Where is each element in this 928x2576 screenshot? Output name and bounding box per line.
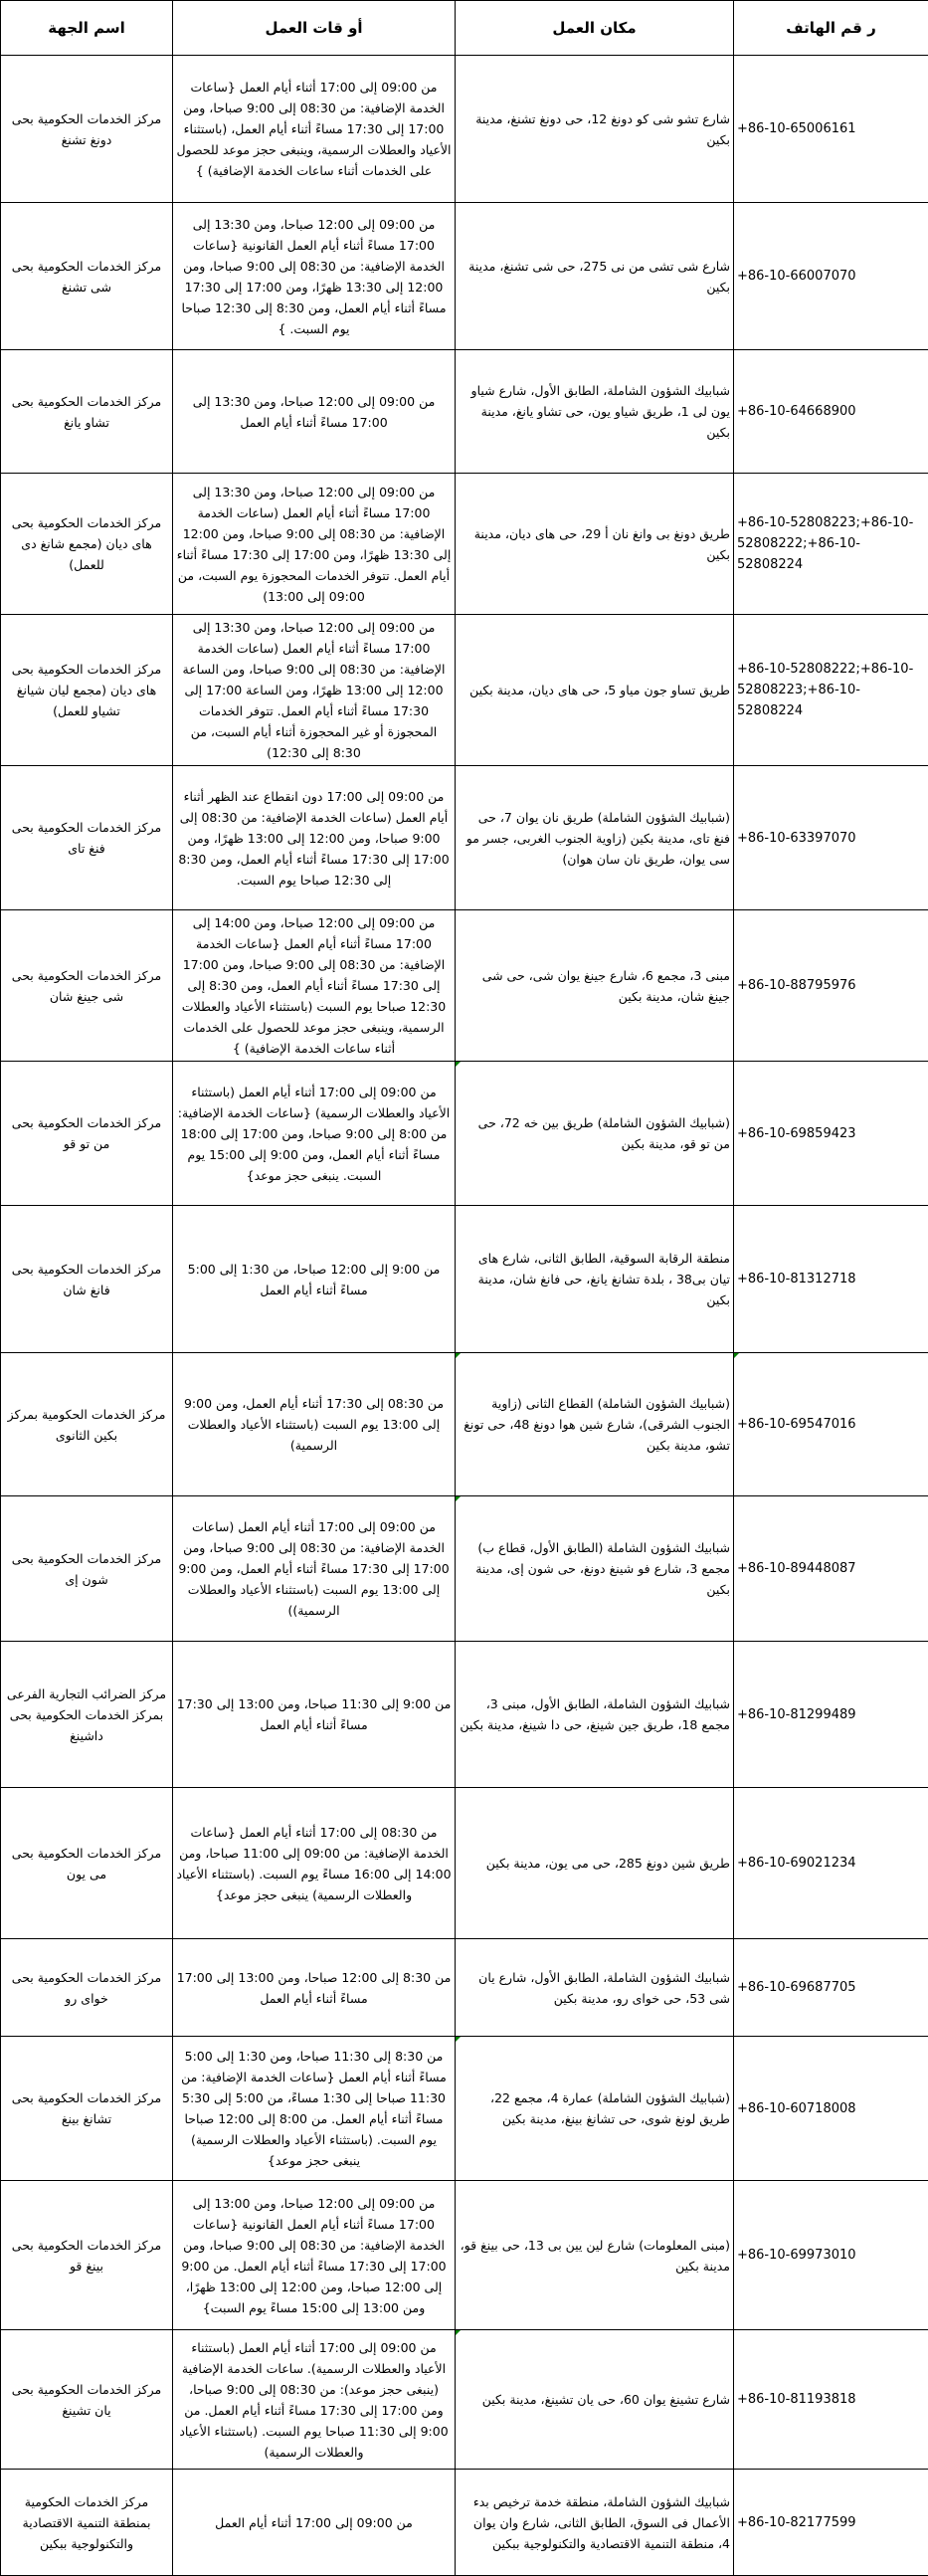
hours-value: من 09:00 إلى 12:00 صباحا، ومن 13:00 إلى 17:00 مساءً أثناء أيام العمل القانونية {ساعات الخدمة الإضافية: من 08:30 إلى 9:00 صباحا، ومن 17:00 إلى 17:30 مساءً أثناء أيام العمل. من 9:00 إلى 12:00 صباحا، ومن 12:00 إلى 13:00 ظهرًا، ومن 13:00 إلى 15:00 مساءً يوم السبت} <box>181 2196 446 2315</box>
phone-value: +86-10-66007070 <box>737 269 856 284</box>
hours-value: من 08:30 إلى 17:00 أثناء أيام العمل {ساعات الخدمة الإضافية: من 09:00 إلى 11:00 صباحا، ومن 14:00 إلى 16:00 مساءً يوم السبت. (باستثناء الأعياد والعطلات الرسمية) ينبغى حجز موعد} <box>176 1825 451 1902</box>
name-value: مركز الخدمات الحكومية بحى تشانغ بينغ <box>12 2090 161 2126</box>
phone-cell <box>734 1496 928 1642</box>
hours-cell <box>173 1939 456 2037</box>
name-cell <box>1 1206 173 1353</box>
phone-cell <box>734 615 928 766</box>
name-cell <box>1 2181 173 2330</box>
phone-value: +86-10-82177599 <box>737 2515 856 2530</box>
table-row <box>1 910 928 1062</box>
table-row <box>1 474 928 615</box>
location-value: طريق شين دونغ 285، حى مى يون، مدينة بكين <box>486 1856 730 1871</box>
location-cell <box>456 1062 734 1206</box>
location-value: شبابيك الشؤون الشاملة، الطابق الأول، مبنى 3، مجمع 18، طريق جين شينغ، حى دا شينغ، مدينة بكين <box>460 1696 730 1732</box>
location-cell <box>456 1788 734 1939</box>
hours-cell <box>173 1788 456 1939</box>
phone-value: +86-10-69021234 <box>737 1856 856 1871</box>
hours-value: من 09:00 إلى 12:00 صباحا، ومن 13:30 إلى 17:00 مساءً أثناء أيام العمل <box>193 394 436 430</box>
phone-cell <box>734 2470 928 2576</box>
name-value: مركز الخدمات الحكومية بحى شى جينغ شان <box>12 968 161 1004</box>
phone-value: +86-10-52808222;+86-10-52808223;+86-10-52808224 <box>737 662 913 718</box>
table-header <box>1 1 928 56</box>
phone-cell <box>734 1939 928 2037</box>
phone-cell <box>734 1062 928 1206</box>
table-row <box>1 766 928 910</box>
phone-cell <box>734 474 928 615</box>
location-value: منطقة الرقابة السوقية، الطابق الثانى، شارع هاى تيان بى38 ، بلدة تشانغ يانغ، حى فانغ شان، مدينة بكين <box>478 1251 730 1307</box>
name-value: مركز الخدمات الحكومية بحى فنغ تاى <box>12 820 161 856</box>
phone-cell <box>734 1642 928 1788</box>
location-cell <box>456 2037 734 2181</box>
name-cell <box>1 1939 173 2037</box>
phone-cell <box>734 2181 928 2330</box>
phone-value: +86-10-81193818 <box>737 2392 856 2407</box>
table-row <box>1 1642 928 1788</box>
hours-value: من 09:00 إلى 17:00 أثناء أيام العمل <box>215 2515 413 2530</box>
hours-cell <box>173 910 456 1062</box>
hours-cell <box>173 2330 456 2470</box>
phone-value: +86-10-69973010 <box>737 2248 856 2263</box>
location-value: شبابيك الشؤون الشاملة، الطابق الأول، شارع شياو يون لى 1، طريق شياو يون، حى تشاو يانغ، مدينة بكين <box>471 383 730 440</box>
table-row <box>1 1496 928 1642</box>
name-value: مركز الخدمات الحكومية بحى فانغ شان <box>12 1262 161 1297</box>
hours-cell <box>173 2470 456 2576</box>
location-cell <box>456 615 734 766</box>
phone-cell <box>734 56 928 203</box>
hours-value: من 09:00 إلى 17:00 دون انقطاع عند الظهر أثناء أيام العمل (ساعات الخدمة الإضافية: من 08:30 إلى 9:00 صباحا، ومن 12:00 إلى 13:00 ظهرًا، ومن 17:00 إلى 17:30 مساءً أثناء أيام العمل، ومن 8:30 إلى 12:30 صباحا يوم السبت. <box>178 789 449 888</box>
location-cell <box>456 1939 734 2037</box>
hours-value: من 09:00 إلى 12:00 صباحا، ومن 13:30 إلى 17:00 مساءً أثناء أيام العمل (ساعات الخدمة الإضافية: من 08:30 إلى 9:00 صباحا، ومن 12:00 إلى 13:30 ظهرًا، ومن 17:00 إلى 17:30 مساءً أثناء أيام العمل. تتوفر الخدمات المحجوزة يوم السبت، من 09:00 إلى 13:00) <box>177 485 452 604</box>
name-value: مركز الخدمات الحكومية بحى تشاو يانغ <box>12 394 161 430</box>
name-value: مركز الخدمات الحكومية بحى من تو قو <box>12 1115 161 1151</box>
table-row <box>1 2330 928 2470</box>
table-row <box>1 615 928 766</box>
header-row <box>1 1 928 56</box>
name-cell <box>1 2330 173 2470</box>
location-cell <box>456 2181 734 2330</box>
phone-value: +86-10-88795976 <box>737 978 856 993</box>
hours-value: من 8:30 إلى 11:30 صباحا، ومن 1:30 إلى 5:00 مساءً أثناء أيام العمل {ساعات الخدمة الإضافية: من 11:30 صباحا إلى 1:30 مساءً، من 5:00 إلى 5:30 مساءً أثناء أيام العمل. من 8:00 إلى 12:00 صباحا يوم السبت. (باستثناء الأعياد والعطلات الرسمية) ينبغى حجز موعد} <box>181 2049 447 2168</box>
location-cell <box>456 2330 734 2470</box>
hours-value: من 09:00 إلى 17:00 أثناء أيام العمل (ساعات الخدمة الإضافية: من 08:30 إلى 9:00 صباحا، ومن 17:00 إلى 17:30 مساءً أثناء أيام العمل، ومن 9:00 إلى 13:00 يوم السبت (باستثناء الأعياد والعطلات الرسمية)) <box>178 1519 449 1618</box>
location-cell <box>456 910 734 1062</box>
green-flag-icon <box>456 1496 461 1501</box>
hours-cell <box>173 203 456 350</box>
phone-value: +86-10-63397070 <box>737 831 856 846</box>
phone-cell <box>734 1206 928 1353</box>
name-cell <box>1 766 173 910</box>
green-flag-icon <box>734 1353 739 1358</box>
phone-cell <box>734 2037 928 2181</box>
hours-cell <box>173 615 456 766</box>
location-value: شارع تشينغ يوان 60، حى يان تشينغ، مدينة بكين <box>482 2392 730 2407</box>
name-cell <box>1 910 173 1062</box>
name-value: مركز الخدمات الحكومية بحى يان تشينغ <box>12 2382 161 2418</box>
name-value: مركز الخدمات الحكومية بحى دونغ تشنغ <box>12 111 161 147</box>
name-cell <box>1 2037 173 2181</box>
phone-cell <box>734 203 928 350</box>
header-work-hours: أو قات العمل <box>173 1 456 56</box>
green-flag-icon <box>456 1353 461 1358</box>
hours-value: من 9:00 إلى 11:30 صباحا، ومن 13:00 إلى 17:30 مساءً أثناء أيام العمل <box>177 1696 452 1732</box>
hours-value: من 8:30 إلى 12:00 صباحا، ومن 13:00 إلى 17:00 مساءً أثناء أيام العمل <box>177 1970 452 2006</box>
phone-value: +86-10-81299489 <box>737 1707 856 1722</box>
table-row <box>1 1206 928 1353</box>
hours-cell <box>173 1062 456 1206</box>
table-row <box>1 1788 928 1939</box>
hours-cell <box>173 766 456 910</box>
header-agency-name: اسم الجهة <box>1 1 173 56</box>
location-value: شارع شى تشى من نى 275، حى شى تشنغ، مدينة بكين <box>468 259 730 295</box>
table-row <box>1 2181 928 2330</box>
table-row <box>1 350 928 474</box>
name-cell <box>1 2470 173 2576</box>
hours-value: من 09:00 إلى 17:00 أثناء أيام العمل (باستثناء الأعياد والعطلات الرسمية). ساعات الخدمة الإضافية (ينبغى حجز موعد): من 08:30 إلى 9:00 صباحا، ومن 17:00 إلى 17:30 مساءً أثناء أيام العمل. من 9:00 إلى 11:30 صباحا يوم السبت. (باستثناء الأعياد والعطلات الرسمية) <box>179 2340 448 2460</box>
location-cell <box>456 350 734 474</box>
hours-cell <box>173 350 456 474</box>
hours-value: من 09:00 إلى 17:00 أثناء أيام العمل {ساعات الخدمة الإضافية: من 08:30 إلى 9:00 صباحا، ومن 17:00 إلى 17:30 مساءً أثناء أيام العمل، (باستثناء الأعياد والعطلات الرسمية، وينبغى حجز موعد للحصول على الخدمات أثناء ساعات الخدمة الإضافية) } <box>176 80 451 178</box>
name-cell <box>1 1642 173 1788</box>
phone-value: +86-10-60718008 <box>737 2101 856 2116</box>
location-value: شبابيك الشؤون الشاملة، الطابق الأول، شارع يان شى 53، حى خواى رو، مدينة بكين <box>478 1970 730 2006</box>
table-body <box>1 56 928 2576</box>
name-cell <box>1 203 173 350</box>
location-cell <box>456 766 734 910</box>
green-flag-icon <box>456 2037 461 2042</box>
name-cell <box>1 56 173 203</box>
name-value: مركز الضرائب التجارية الفرعى بمركز الخدمات الحكومية بحى داشينغ <box>7 1686 166 1743</box>
location-cell <box>456 1206 734 1353</box>
name-cell <box>1 1788 173 1939</box>
location-value: شارع تشو شى كو دونغ 12، حى دونغ تشنغ، مدينة بكين <box>475 111 730 147</box>
hours-value: من 09:00 إلى 12:00 صباحا، ومن 14:00 إلى 17:00 مساءً أثناء أيام العمل {ساعات الخدمة الإضافية: من 08:30 إلى 9:00 صباحا، ومن 17:00 إلى 17:30 مساءً أثناء أيام العمل، ومن 8:30 إلى 12:30 صباحا يوم السبت (باستثناء الأعياد والعطلات الرسمية، وينبغى حجز موعد للحصول على الخدمات أثناء ساعات الخدمة الإضافية) } <box>182 915 446 1056</box>
table-row <box>1 1353 928 1496</box>
location-value: (شبابيك الشؤون الشاملة) عمارة 4، مجمع 22، طريق لونغ شوى، حى تشانغ بينغ، مدينة بكين <box>490 2090 730 2126</box>
phone-cell <box>734 910 928 1062</box>
location-value: طريق دونغ بى وانغ نان أ 29، حى هاى ديان، مدينة بكين <box>474 526 730 562</box>
phone-cell <box>734 1788 928 1939</box>
name-cell <box>1 1353 173 1496</box>
table-row <box>1 56 928 203</box>
name-value: مركز الخدمات الحكومية بحى بينغ قو <box>12 2238 161 2274</box>
name-value: مركز الخدمات الحكومية بمركز بكين الثانوى <box>8 1407 166 1443</box>
name-value: مركز الخدمات الحكومية بحى هاى ديان (مجمع شانغ دى للعمل) <box>12 515 161 572</box>
phone-value: +86-10-81312718 <box>737 1272 856 1287</box>
phone-value: +86-10-89448087 <box>737 1561 856 1576</box>
phone-value: +86-10-69547016 <box>737 1417 856 1432</box>
location-value: مبنى 3، مجمع 6، شارع جينغ يوان شى، حى شى جينغ شان، مدينة بكين <box>482 968 730 1004</box>
location-value: طريق تساو جون مياو 5، حى هاى ديان، مدينة بكين <box>469 683 730 697</box>
table-row <box>1 1939 928 2037</box>
name-cell <box>1 1062 173 1206</box>
hours-cell <box>173 1206 456 1353</box>
location-value: شبابيك الشؤون الشاملة (الطابق الأول، قطاع ب) مجمع 3، شارع فو شينغ دونغ، حى شون إى، مدينة بكين <box>475 1540 730 1597</box>
phone-cell <box>734 350 928 474</box>
phone-cell <box>734 766 928 910</box>
hours-cell <box>173 1353 456 1496</box>
hours-cell <box>173 2181 456 2330</box>
hours-cell <box>173 1642 456 1788</box>
name-value: مركز الخدمات الحكومية بمنطقة التنمية الاقتصادية والتكنولوجية ببكين <box>23 2494 151 2551</box>
table-row <box>1 2037 928 2181</box>
phone-value: +86-10-69859423 <box>737 1126 856 1141</box>
hours-cell <box>173 1496 456 1642</box>
phone-value: +86-10-52808223;+86-10-52808222;+86-10-52808224 <box>737 515 913 572</box>
location-cell <box>456 203 734 350</box>
hours-value: من 09:00 إلى 17:00 أثناء أيام العمل (باستثناء الأعياد والعطلات الرسمية) {ساعات الخدمة الإضافية: من 8:00 إلى 9:00 صباحا، ومن 17:00 إلى 18:00 مساءً أثناء أيام العمل، ومن 9:00 إلى 15:00 يوم السبت. ينبغى حجز موعد} <box>178 1085 450 1183</box>
hours-cell <box>173 2037 456 2181</box>
location-value: (شبابيك الشؤون الشاملة) طريق بين خه 72، حى من تو قو، مدينة بكين <box>478 1115 730 1151</box>
location-cell <box>456 1642 734 1788</box>
phone-value: +86-10-69687705 <box>737 1980 856 1995</box>
table-row <box>1 203 928 350</box>
name-cell <box>1 1496 173 1642</box>
location-cell <box>456 2470 734 2576</box>
green-flag-icon <box>456 2330 461 2335</box>
location-cell <box>456 474 734 615</box>
phone-value: +86-10-64668900 <box>737 404 856 419</box>
hours-value: من 08:30 إلى 17:30 أثناء أيام العمل، ومن 9:00 إلى 13:00 يوم السبت (باستثناء الأعياد والعطلات الرسمية) <box>184 1396 444 1453</box>
name-cell <box>1 474 173 615</box>
location-cell <box>456 56 734 203</box>
hours-cell <box>173 474 456 615</box>
phone-cell <box>734 2330 928 2470</box>
name-value: مركز الخدمات الحكومية بحى مى يون <box>12 1846 161 1882</box>
location-cell <box>456 1353 734 1496</box>
name-value: مركز الخدمات الحكومية بحى شى تشنغ <box>12 259 161 295</box>
location-value: (شبابيك الشؤون الشاملة) طريق نان يوان 7، حى فنغ تاى، مدينة بكين (زاوية الجنوب الغربى، جسر مو سى يوان، طريق نان سان هوان) <box>466 810 730 867</box>
location-value: (شبابيك الشؤون الشاملة) القطاع الثانى (زاوية الجنوب الشرقى)، شارع شين هوا دونغ 48، حى تونغ تشو، مدينة بكين <box>464 1396 730 1453</box>
hours-value: من 9:00 إلى 12:00 صباحا، من 1:30 إلى 5:00 مساءً أثناء أيام العمل <box>188 1262 441 1297</box>
header-work-location: مكان العمل <box>456 1 734 56</box>
hours-value: من 09:00 إلى 12:00 صباحا، ومن 13:30 إلى 17:00 مساءً أثناء أيام العمل (ساعات الخدمة الإضافية: من 08:30 إلى 9:00 صباحا، ومن الساعة 12:00 إلى 13:00 ظهرًا، ومن الساعة 17:00 إلى 17:30 مساءً أثناء أيام العمل. تتوفر الخدمات المحجوزة أو غير المحجوزة أثناء أيام السبت، من 8:30 إلى 12:30) <box>183 620 446 760</box>
green-flag-icon <box>456 1062 461 1067</box>
location-value: (مبنى المعلومات) شارع لين يين بى 13، حى بينغ قو، مدينة بكين <box>461 2238 730 2274</box>
name-value: مركز الخدمات الحكومية بحى هاى ديان (مجمع ليان شيانغ تشياو للعمل) <box>12 662 161 718</box>
location-cell <box>456 1496 734 1642</box>
header-phone-number: ر قم الهاتف <box>734 1 928 56</box>
location-value: شبابيك الشؤون الشاملة، منطقة خدمة ترخيص بدء الأعمال فى السوق، الطابق الثانى، شارع وان يوان 4، منطقة التنمية الاقتصادية والتكنولوجية ببكين <box>473 2494 730 2551</box>
name-cell <box>1 615 173 766</box>
table-row <box>1 1062 928 1206</box>
name-cell <box>1 350 173 474</box>
phone-cell <box>734 1353 928 1496</box>
name-value: مركز الخدمات الحكومية بحى شون إى <box>12 1551 161 1587</box>
phone-value: +86-10-65006161 <box>737 121 856 136</box>
hours-cell <box>173 56 456 203</box>
name-value: مركز الخدمات الحكومية بحى خواى رو <box>12 1970 161 2006</box>
table-row <box>1 2470 928 2576</box>
hours-value: من 09:00 إلى 12:00 صباحا، ومن 13:30 إلى 17:00 مساءً أثناء أيام العمل القانونية {ساعات الخدمة الإضافية: من 08:30 إلى 9:00 صباحا، ومن 12:00 إلى 13:30 ظهرًا، ومن 17:00 إلى 17:30 مساءً أثناء أيام العمل، ومن 8:30 إلى 12:30 صباحا يوم السبت. } <box>181 217 446 336</box>
